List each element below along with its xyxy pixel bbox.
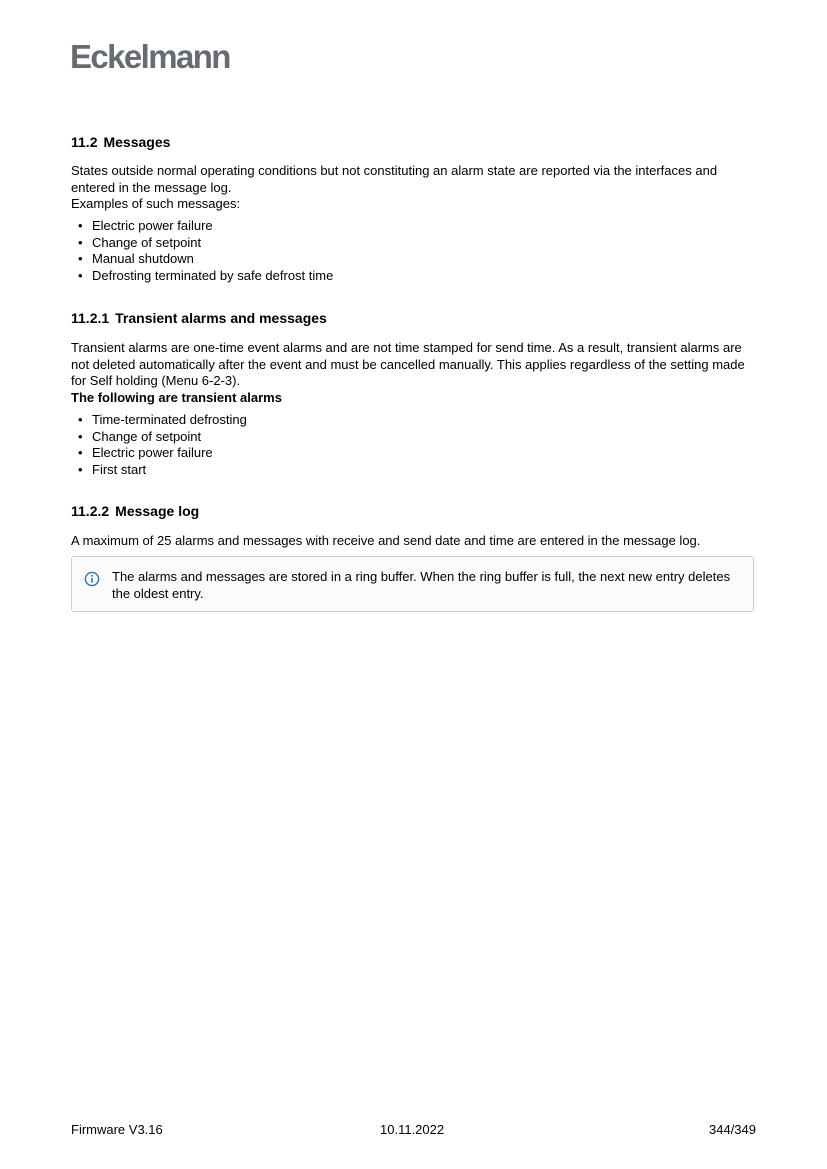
list-item: • Manual shutdown	[78, 251, 194, 266]
section-title: Transient alarms and messages	[115, 310, 327, 326]
footer-date: 10.11.2022	[380, 1122, 445, 1137]
message-log-body: A maximum of 25 alarms and messages with receive and send date and time are entered in the message log.	[71, 533, 701, 548]
transient-body: Transient alarms are one-time event alarms and are not time stamped for send time. As a result, transient alarms are not deleted automatically after the event and must be cancelled manually. This applies regardless of the setting made for Self holding (Menu 6-2-3).	[71, 340, 745, 388]
section-title: Message log	[115, 503, 200, 519]
footer-page-number: 344/349	[709, 1122, 756, 1137]
transient-list-heading: The following are transient alarms	[71, 390, 282, 405]
section-title: Messages	[103, 134, 171, 150]
section-heading-message-log	[71, 502, 199, 520]
transient-list	[71, 412, 247, 478]
section-number: 11.2.1	[71, 310, 110, 326]
examples-label: Examples of such messages:	[71, 196, 241, 211]
section-heading-messages	[71, 133, 170, 151]
section-heading-transient	[71, 309, 327, 327]
list-item: • Time-terminated defrosting	[78, 412, 247, 427]
section-number: 11.2	[71, 134, 98, 150]
messages-intro: States outside normal operating conditions but not constituting an alarm state are reported via the interfaces and entered in the message log.	[71, 163, 718, 195]
list-item: • Electric power failure	[78, 218, 213, 233]
list-item: • Change of setpoint	[78, 428, 202, 444]
examples-list	[71, 218, 333, 284]
info-note-text: The alarms and messages are stored in a ring buffer. When the ring buffer is full, the next new entry deletes the oldest entry.	[112, 569, 731, 601]
list-item: • Electric power failure	[78, 445, 213, 460]
section-number: 11.2.2	[71, 503, 110, 519]
info-icon	[84, 571, 100, 587]
list-item: • Change of setpoint	[78, 234, 202, 250]
list-item: • First start	[78, 461, 147, 477]
footer-firmware: Firmware V3.16	[71, 1122, 163, 1137]
company-logo: Eckelmann	[70, 38, 230, 75]
list-item: • Defrosting terminated by safe defrost time	[78, 267, 334, 283]
info-note	[71, 556, 754, 612]
